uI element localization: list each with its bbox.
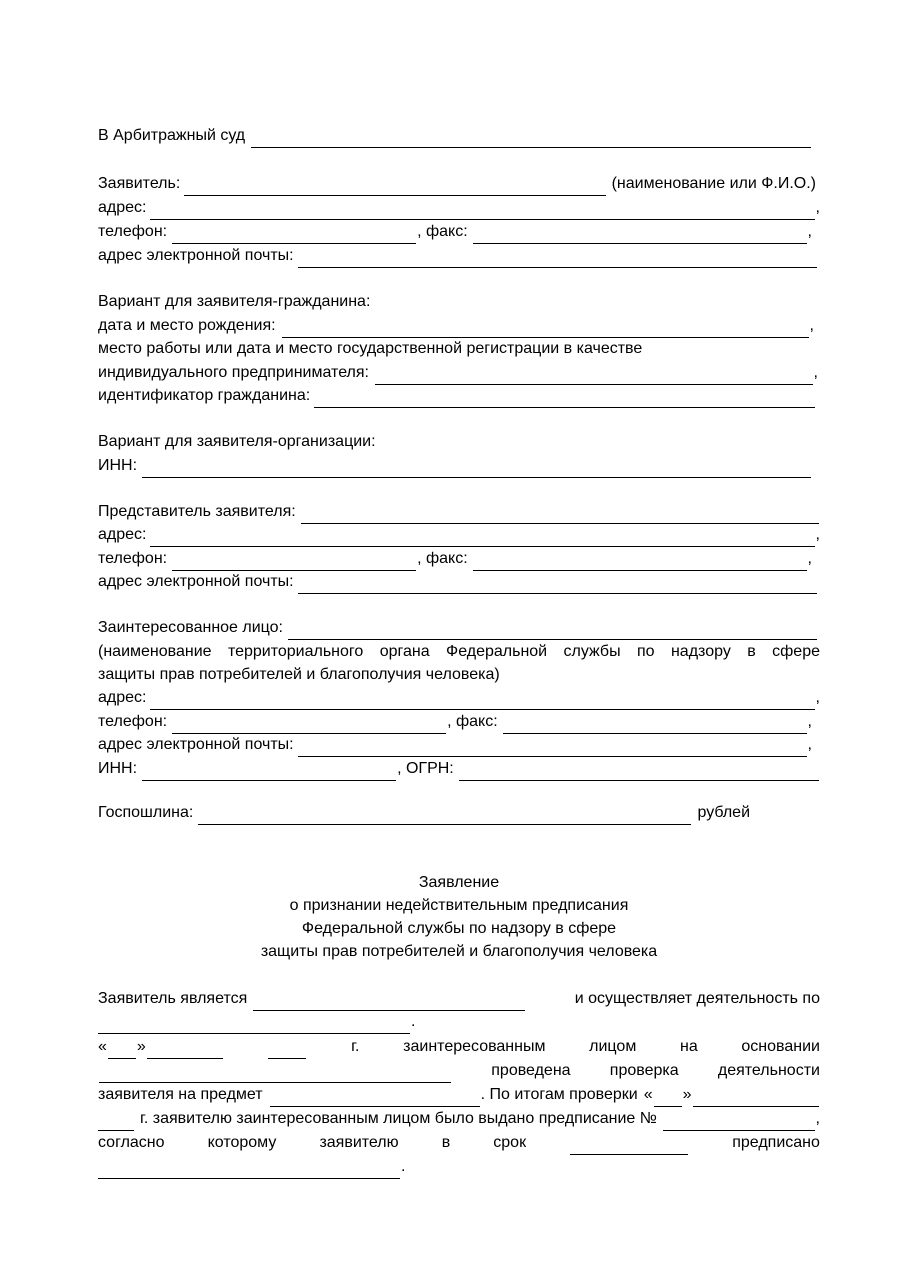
organization-title: Вариант для заявителя-организации: <box>98 433 376 450</box>
applicant-label: Заявитель: <box>98 175 181 192</box>
applicant-phone-blank <box>172 226 416 244</box>
interested-note-word: надзору <box>670 643 731 660</box>
interested-email-comma: , <box>807 736 812 753</box>
representative-fax-label: , факс: <box>417 550 468 567</box>
organization-inn-blank <box>142 460 811 478</box>
subject-blank <box>270 1089 480 1107</box>
interested-email-line <box>98 733 812 757</box>
interested-note-word: (наименование <box>98 643 212 660</box>
organization-inn-line <box>98 454 812 478</box>
citizen-id-line <box>98 384 816 408</box>
body-activity-blank <box>98 1016 410 1034</box>
day-blank <box>108 1041 136 1059</box>
quote-open: « <box>98 1038 107 1055</box>
applicant-note: (наименование или Ф.И.О.) <box>611 175 816 192</box>
representative-phone-blank <box>172 553 416 571</box>
applicant-address-label: адрес: <box>98 199 147 216</box>
body-line8 <box>98 1155 408 1179</box>
fee-line <box>98 801 750 825</box>
quote-close: » <box>136 1038 146 1055</box>
citizen-birth-line <box>98 314 814 338</box>
citizen-work-blank <box>375 367 813 385</box>
citizen-birth-comma: , <box>809 317 814 334</box>
title-line2: о признании недействительным предписания <box>289 897 629 914</box>
month-blank <box>147 1041 223 1059</box>
quote-open-2: « <box>643 1086 653 1103</box>
organization-inn-label: ИНН: <box>98 457 138 474</box>
citizen-work-label: индивидуального предпринимателя: <box>98 364 369 381</box>
representative-fax-comma: , <box>807 550 812 567</box>
representative-line <box>98 500 820 524</box>
body-line2 <box>98 1010 428 1034</box>
representative-blank <box>301 506 819 524</box>
prescription-text: г. заявителю заинтересованным лицом было выдано предписание № <box>140 1110 657 1127</box>
body-line5 <box>98 1083 820 1107</box>
interested-address-label: адрес: <box>98 689 147 706</box>
word-according: согласно <box>98 1134 165 1151</box>
citizen-birth-label: дата и место рождения: <box>98 317 276 334</box>
prescribed-blank <box>98 1161 400 1179</box>
applicant-phone-label: телефон: <box>98 223 168 240</box>
check-results-text: . По итогам проверки <box>480 1086 638 1103</box>
year-abbr: г. <box>351 1038 360 1055</box>
body-applicant-blank <box>253 993 525 1011</box>
citizen-id-blank <box>314 390 815 408</box>
day-blank-2 <box>654 1089 682 1107</box>
interested-note-word: службы <box>563 643 621 660</box>
interested-note-word: в <box>747 643 756 660</box>
interested-note-line2: защиты прав потребителей и благополучия человека) <box>98 666 500 683</box>
applicant-email-label: адрес электронной почты: <box>98 247 294 264</box>
word-activity: деятельности <box>717 1062 820 1079</box>
word-check: проверка <box>609 1062 679 1079</box>
body-line4 <box>98 1059 820 1083</box>
interested-line <box>98 616 818 640</box>
interested-phone-line <box>98 710 812 734</box>
representative-fax-blank <box>473 553 807 571</box>
representative-address-comma: , <box>815 526 820 543</box>
word-which: которому <box>207 1134 277 1151</box>
representative-email-blank <box>298 576 817 594</box>
interested-note-word: по <box>637 643 655 660</box>
term-blank <box>570 1137 688 1155</box>
body-line7 <box>98 1131 820 1155</box>
interested-fax-label: , факс: <box>447 713 498 730</box>
interested-address-line <box>98 686 820 710</box>
court-blank <box>251 130 811 148</box>
applicant-fax-label: , факс: <box>417 223 468 240</box>
word-on: на <box>679 1038 698 1055</box>
applicant-fax-comma: , <box>807 223 812 240</box>
month-blank-2 <box>693 1089 820 1107</box>
basis-blank <box>99 1065 451 1083</box>
interested-inn-blank <box>142 763 396 781</box>
word-basis: основании <box>741 1038 820 1055</box>
prescription-number-blank <box>663 1113 815 1131</box>
applicant-fax-blank <box>473 226 807 244</box>
representative-address-blank <box>150 529 814 547</box>
interested-note-word: территориального <box>227 643 364 660</box>
body-line6 <box>98 1107 820 1131</box>
citizen-work-line2 <box>98 361 818 385</box>
body-line8-dot: . <box>401 1158 406 1175</box>
fee-blank <box>198 807 691 825</box>
title-line4: защиты прав потребителей и благополучия человека <box>260 943 658 960</box>
fee-label: Госпошлина: <box>98 804 194 821</box>
body-line2-dot: . <box>411 1013 416 1030</box>
title-line1: Заявление <box>418 874 500 891</box>
body-line3 <box>98 1035 820 1059</box>
interested-note-line1 <box>98 640 820 664</box>
court-line <box>98 124 812 148</box>
interested-label: Заинтересованное лицо: <box>98 619 283 636</box>
applicant-blank <box>184 178 605 196</box>
interested-note-word: Федеральной <box>446 643 548 660</box>
applicant-email-blank <box>298 250 817 268</box>
interested-address-comma: , <box>815 689 820 706</box>
citizen-title: Вариант для заявителя-гражданина: <box>98 293 371 310</box>
applicant-address-blank <box>150 202 814 220</box>
body-applicant-is: Заявитель является <box>98 990 248 1007</box>
representative-address-line <box>98 523 820 547</box>
word-person: лицом <box>589 1038 637 1055</box>
citizen-id-label: идентификатор гражданина: <box>98 387 311 404</box>
applicant-line <box>98 172 816 196</box>
interested-fax-comma: , <box>807 713 812 730</box>
subject-label: заявителя на предмет <box>98 1086 263 1103</box>
body-line1 <box>98 987 820 1011</box>
word-conducted: проведена <box>491 1062 571 1079</box>
representative-email-line <box>98 570 818 594</box>
word-applicant: заявителю <box>319 1134 399 1151</box>
prescription-comma: , <box>815 1110 820 1127</box>
quote-close-2: » <box>682 1086 692 1103</box>
representative-email-label: адрес электронной почты: <box>98 573 294 590</box>
interested-ogrn-blank <box>459 763 819 781</box>
applicant-address-comma: , <box>815 199 820 216</box>
interested-address-blank <box>150 692 814 710</box>
interested-blank <box>288 622 817 640</box>
body-activity-text: и осуществляет деятельность по <box>574 990 820 1007</box>
year-blank-2 <box>98 1113 134 1131</box>
citizen-work-comma: , <box>813 364 818 381</box>
representative-label: Представитель заявителя: <box>98 503 296 520</box>
citizen-birth-blank <box>282 320 809 338</box>
word-prescribed: предписано <box>732 1134 820 1151</box>
word-in: в <box>441 1134 451 1151</box>
interested-ogrn-label: , ОГРН: <box>397 760 454 777</box>
applicant-email-line <box>98 244 818 268</box>
interested-inn-line <box>98 757 820 781</box>
applicant-phone-line <box>98 220 812 244</box>
citizen-work-line1: место работы или дата и место государственной регистрации в качестве <box>98 340 643 357</box>
interested-fax-blank <box>503 716 807 734</box>
applicant-address-line <box>98 196 820 220</box>
title-line3: Федеральной службы по надзору в сфере <box>301 920 617 937</box>
interested-inn-label: ИНН: <box>98 760 138 777</box>
representative-phone-label: телефон: <box>98 550 168 567</box>
court-label: В Арбитражный суд <box>98 127 246 144</box>
word-interested: заинтересованным <box>403 1038 546 1055</box>
representative-phone-line <box>98 547 812 571</box>
interested-note-word: сфере <box>772 643 820 660</box>
body-date-group <box>98 1035 224 1059</box>
word-term: срок <box>493 1134 527 1151</box>
representative-address-label: адрес: <box>98 526 147 543</box>
fee-unit: рублей <box>697 804 750 821</box>
interested-phone-blank <box>172 716 446 734</box>
interested-note-word: органа <box>379 643 430 660</box>
interested-email-blank <box>298 739 807 757</box>
interested-phone-label: телефон: <box>98 713 168 730</box>
year-blank <box>268 1041 306 1059</box>
interested-email-label: адрес электронной почты: <box>98 736 294 753</box>
